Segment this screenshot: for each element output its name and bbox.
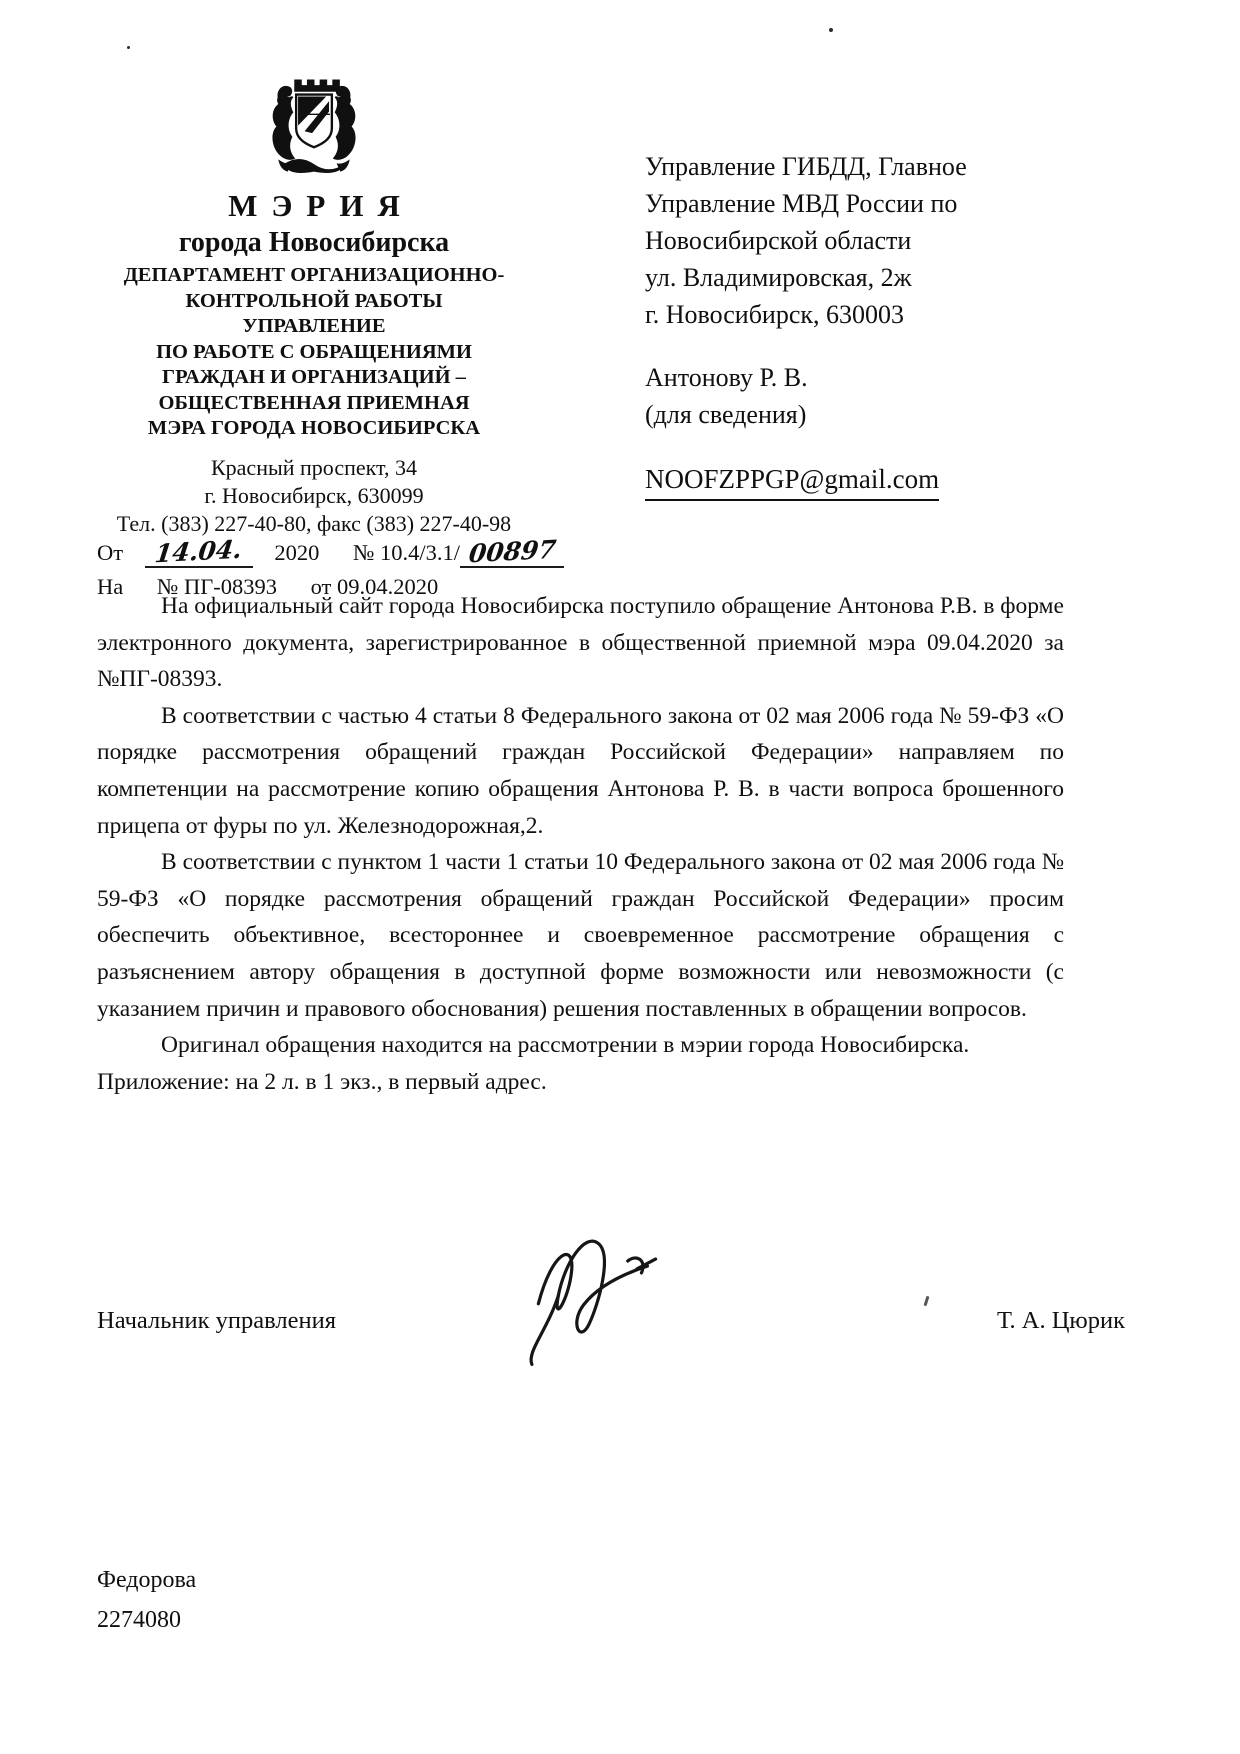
department-line: УПРАВЛЕНИЕ: [242, 315, 386, 337]
novosibirsk-coat-of-arms-icon: [267, 72, 361, 182]
outgoing-number-field: [460, 534, 564, 569]
attachment-line: Приложение: на 2 л. в 1 экз., в первый адрес.: [97, 1068, 547, 1095]
recipient-line: Управление МВД России по: [645, 189, 958, 218]
outgoing-label: От: [97, 540, 124, 565]
signature-row: [97, 1307, 1125, 1335]
department-line: ГРАЖДАН И ОРГАНИЗАЦИЙ –: [162, 366, 466, 388]
recipient-person-block: [645, 359, 1125, 433]
letterhead: [88, 72, 540, 538]
signer-name: Т. А. Цюрик: [997, 1307, 1125, 1334]
body-paragraph: В соответствии с частью 4 статьи 8 Федерального закона от 02 мая 2006 года № 59-ФЗ «О порядке рассмотрения обращений граждан Российской Федерации» направляем по компетенции на рассмотрение копию обращения Антонова Р. В. в части вопроса брошенного прицепа от фуры по ул. Железнодорожная,2.: [97, 702, 1064, 839]
incoming-label: На: [97, 574, 124, 599]
department-line: МЭРА ГОРОДА НОВОСИБИРСКА: [147, 417, 481, 439]
body-paragraph: На официальный сайт города Новосибирска поступило обращение Антонова Р.В. в форме электронного документа, зарегистрированное в общественной приемной мэра 09.04.2020 за №ПГ-08393.: [97, 593, 1064, 693]
sender-address-line: Красный проспект, 34: [210, 454, 417, 480]
recipient-block: [645, 148, 1125, 501]
incoming-date: от 09.04.2020: [310, 574, 439, 599]
sender-address-block: [88, 454, 540, 538]
sender-address-line: г. Новосибирск, 630099: [204, 482, 424, 508]
department-line: КОНТРОЛЬНОЙ РАБОТЫ: [185, 289, 443, 312]
executor-phone: 2274080: [97, 1607, 181, 1633]
org-subtitle: города Новосибирска: [178, 227, 450, 258]
scan-speck: [829, 28, 833, 32]
sender-phone-line: Тел. (383) 227-40-80, факс (383) 227-40-98: [116, 510, 512, 536]
recipient-line: Управление ГИБДД, Главное: [645, 152, 967, 181]
department-line: ПО РАБОТЕ С ОБРАЩЕНИЯМИ: [156, 340, 472, 363]
recipient-street-line: ул. Владимировская, 2ж: [645, 263, 912, 292]
recipient-email: NOOFZPPGP@gmail.com: [645, 461, 939, 501]
department-line: ОБЩЕСТВЕННАЯ ПРИЕМНАЯ: [158, 391, 470, 414]
executor-block: [97, 1560, 196, 1640]
recipient-email-block: [645, 461, 1125, 501]
recipient-person: Антонову Р. В.: [645, 363, 808, 392]
recipient-city-line: г. Новосибирск, 630003: [645, 300, 905, 329]
outgoing-ref-line: [97, 534, 567, 569]
handwritten-date: 14.04.: [153, 534, 244, 569]
department-block: [88, 263, 540, 442]
recipient-note: (для сведения): [645, 400, 807, 429]
executor-name: Федорова: [97, 1567, 197, 1593]
handwritten-signature: [472, 1213, 737, 1380]
outgoing-number-prefix: № 10.4/3.1/: [352, 540, 461, 565]
scan-speck: [127, 46, 130, 49]
department-line: ДЕПАРТАМЕНТ ОРГАНИЗАЦИОННО-: [123, 264, 505, 286]
scan-speck: [924, 1296, 930, 1306]
outgoing-year: 2020: [274, 540, 320, 565]
body-paragraph: В соответствии с пунктом 1 части 1 статьи 10 Федерального закона от 02 мая 2006 года № 59-ФЗ «О порядке рассмотрения обращений граждан Российской Федерации» просим обеспечить объективное, всестороннее и своевременное рассмотрение обращения с разъяснением автору обращения в доступной форме возможности или невозможности (с указанием причин и правового обоснования) решения поставленных в обращении вопросов.: [97, 849, 1064, 1022]
handwritten-number: 00897: [466, 534, 558, 569]
signer-position-title: Начальник управления: [97, 1307, 336, 1334]
incoming-number: № ПГ-08393: [156, 574, 277, 599]
outgoing-date-field: [145, 534, 253, 569]
body-paragraph: Оригинал обращения находится на рассмотрении в мэрии города Новосибирска.: [161, 1032, 970, 1059]
recipient-line: Новосибирской области: [645, 226, 912, 255]
org-title: МЭРИЯ: [228, 188, 414, 223]
letter-body: [97, 588, 1064, 1100]
